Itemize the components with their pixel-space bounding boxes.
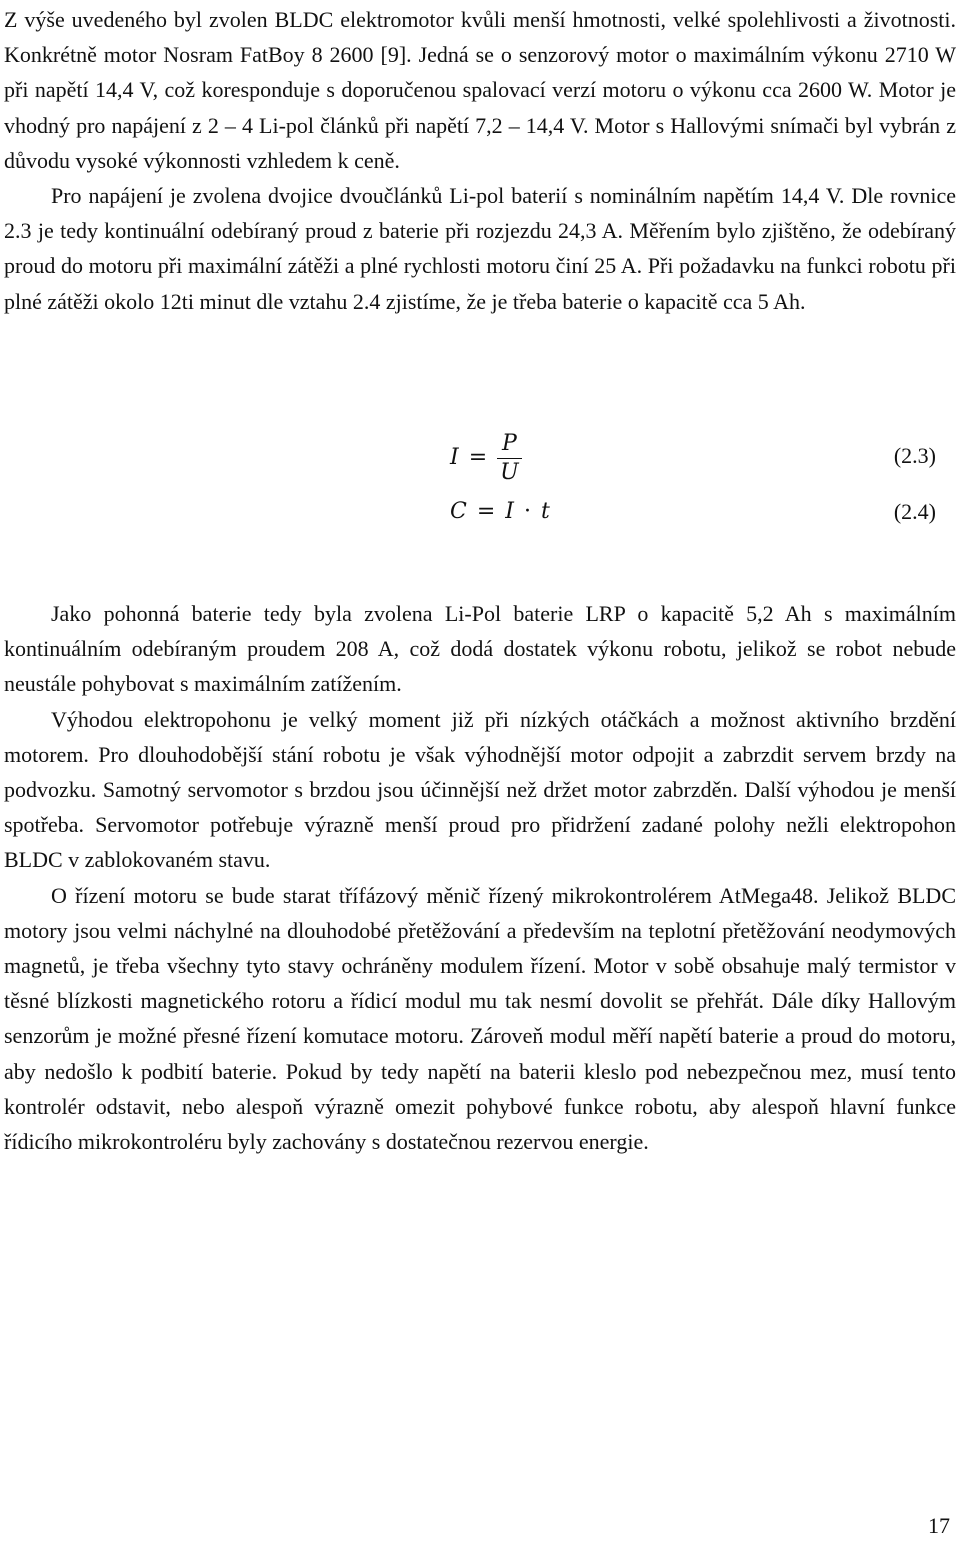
equations-block	[4, 424, 956, 534]
equation-2-3-equals: =	[468, 445, 488, 470]
page-number: 17	[928, 1513, 950, 1538]
equation-2-4-rhs-b: t	[540, 499, 550, 524]
equation-2-4-formula	[450, 498, 550, 526]
paragraph-battery-power: Pro napájení je zvolena dvojice dvoučlánků Li-pol baterií s nominálním napětím 14,4 V. Dle rovnice 2.3 je tedy kontinuální odebíraný proud z baterie při rozjezdu 24,3 A. Měřením bylo zjištěno, že odebíraný proud do motoru při maximální zátěži a plné rychlosti motoru činí 25 A. Při požadavku na funkci robotu při plné zátěži okolo 12ti minut dle vztahu 2.4 zjistíme, že je třeba baterie o kapacitě cca 5 Ah.	[4, 183, 956, 314]
equation-2-3-fraction	[497, 431, 522, 486]
equation-2-3	[4, 424, 956, 492]
equation-2-3-denominator: U	[500, 459, 519, 485]
equation-2-3-formula	[450, 424, 522, 492]
paragraph-electric-drive-advantages: Výhodou elektropohonu je velký moment již při nízkých otáčkách a možnost aktivního brzdění motorem. Pro dlouhodobější stání robotu je však výhodnější motor odpojit a zabrzdit servem brzdy na podvozku. Samotný servomotor s brzdou jsou účinnější než držet motor zabrzděn. Další výhodou je menší spotřeba. Servomotor potřebuje výrazně menší proud pro přidržení zadané polohy nežli elektropohon BLDC v zablokovaném stavu.	[4, 706, 956, 873]
document-page	[4, 2, 956, 1554]
equation-2-4-rhs-a: I	[505, 499, 514, 524]
equation-2-4-equals: =	[476, 499, 496, 524]
paragraph-battery-choice: Jako pohonná baterie tedy byla zvolena Li-Pol baterie LRP o kapacitě 5,2 Ah s maximálním kontinuálním odebíraným proudem 208 A, což dodá dostatek výkonu robotu, jelikož se robot nebude neustále pohybovat s maximálním zatížením.	[4, 601, 956, 697]
equation-2-3-number: (2.3)	[893, 443, 936, 468]
equation-2-4	[4, 494, 956, 534]
paragraph-motor-selection: Z výše uvedeného byl zvolen BLDC elektromotor kvůli menší hmotnosti, velké spolehlivosti a životnosti. Konkrétně motor Nosram FatBoy 8 2600 [9]. Jedná se o senzorový motor o maximálním výkonu 2710 W při napětí 14,4 V, což koresponduje s doporučenou spalovací verzí motoru o výkonu cca 2600 W. Motor je vhodný pro napájení z 2 – 4 Li-pol článků při napětí 7,2 – 14,4 V. Motor s Hallovými snímači byl vybrán z důvodu vysoké výkonnosti vzhledem k ceně.	[4, 7, 956, 173]
equation-2-4-multiply: ·	[523, 499, 531, 524]
paragraph-motor-control: O řízení motoru se bude starat třífázový měnič řízený mikrokontrolérem AtMega48. Jelikož BLDC motory jsou velmi náchylné na dlouhodobé přetěžování a především na teplotní přetěžování neodymových magnetů, je třeba všechny tyto stavy ochráněny modulem řízení. Motor v sobě obsahuje malý termistor v těsné blízkosti magnetického rotoru a řídicí modul mu tak nesmí dovolit se přehřát. Dále díky Hallovým senzorům je možné přesné řízení komutace motoru. Zároveň modul měří napětí baterie a proud do motoru, aby nedošlo k podbití baterie. Pokud by tedy napětí na baterii kleslo pod nebezpečnou mez, musí tento kontrolér odstavit, nebo alespoň výrazně omezit pohybové funkce robotu, aby alespoň hlavní funkce řídicího mikrokontroléru byly zachovány s dostatečnou rezervou energie.	[4, 882, 956, 1155]
equation-2-3-lhs: I	[450, 445, 459, 470]
fraction-bar	[497, 458, 522, 459]
equation-2-4-number: (2.4)	[893, 499, 936, 524]
top-text-block	[4, 2, 956, 319]
equation-2-4-lhs: C	[450, 499, 467, 524]
bottom-text-block	[4, 596, 956, 1159]
equation-2-3-numerator: P	[502, 430, 517, 456]
